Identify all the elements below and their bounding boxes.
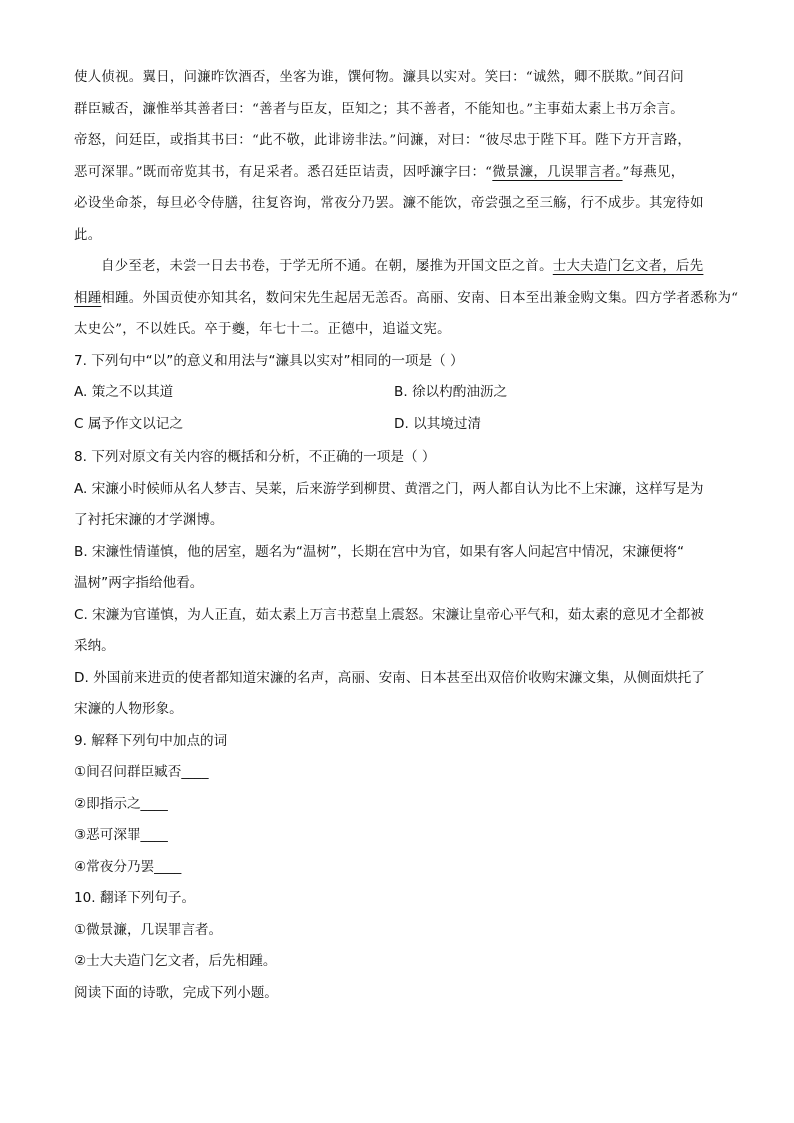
passage-line [74, 251, 722, 283]
option-a: A. 策之不以其道 [74, 384, 174, 400]
passage-line: 必设坐命茶，每旦必令侍膳，往复咨询，常夜分乃罢。濂不能饮，帝尝强之至三觞，行不成步。其宠待如 [74, 196, 704, 211]
question-8 [74, 442, 722, 726]
question-7 [74, 346, 722, 441]
blank-item: ③恶可深罪____ [74, 827, 168, 843]
question-10 [74, 883, 722, 978]
option-c-cont: 采纳。 [74, 638, 115, 654]
option-c: C 属予作文以记之 [74, 415, 183, 432]
passage-line: 太史公”，不以姓氏。卒于夔，年七十二。正德中，追谥文宪。 [74, 322, 451, 337]
passage-line: 帝怒，问廷臣，或指其书曰：“此不敬，此诽谤非法。”问濂，对曰：“彼尽忠于陛下耳。陛下方开言路， [74, 133, 692, 148]
passage-line [74, 157, 722, 189]
passage-text: 相踵。外国贡使亦知其名，数问宋先生起居无恙否。高丽、安南、日本至出兼金购文集。四方学者悉称为“ [101, 290, 739, 306]
option-b: B. 宋濂性情谨慎，他的居室，题名为“温树”，长期在宫中为官，如果有客人问起宫中情况，宋濂便将“ [74, 543, 685, 560]
question-stem: 10. 翻译下列句子。 [74, 890, 196, 906]
option-a: A. 宋濂小时候师从名人梦吉、吴莱，后来游学到柳贯、黄溍之门，两人都自认为比不上宋濂，这样写是为 [74, 480, 704, 497]
passage-line: 使人侦视。翼日，问濂昨饮酒否，坐客为谁，馔何物。濂具以实对。笑曰：“诚然，卿不朕欺。”间召问 [74, 70, 684, 85]
passage-line: 此。 [74, 227, 102, 243]
option-b: B. 徐以杓酌油沥之 [394, 384, 508, 400]
option-d-cont: 宋濂的人物形象。 [74, 701, 183, 717]
option-d: D. 以其境过清 [394, 415, 482, 432]
option-c: C. 宋濂为官谨慎，为人正直，茹太素上万言书惹皇上震怒。宋濂让皇帝心平气和，茹太素的意见才全都被 [74, 606, 704, 623]
question-stem: 9. 解释下列句中加点的词 [74, 732, 228, 749]
blank-item: ②即指示之____ [74, 795, 168, 812]
underlined-sentence: 相踵 [74, 290, 102, 306]
underlined-sentence: 微景濂，几误罪言者。 [492, 164, 623, 180]
option-row [74, 377, 722, 409]
next-section-intro: 阅读下面的诗歌，完成下列小题。 [74, 984, 278, 1001]
passage-text: ”每燕见， [622, 164, 685, 180]
option-b-cont: 温树”两字指给他看。 [74, 575, 204, 591]
blank-item: ④常夜分乃罢____ [74, 858, 182, 875]
passage-line [74, 283, 739, 315]
option-d: D. 外国前来进贡的使者都知道宋濂的名声，高丽、安南、日本甚至出双倍价收购宋濂文集，从侧面烘托了 [74, 669, 705, 686]
translate-item: ②士大夫造门乞文者，后先相踵。 [74, 953, 277, 969]
question-9 [74, 726, 722, 884]
translate-item: ①微景濂，几误罪言者。 [74, 921, 223, 938]
passage-text: 恶可深罪。”既而帝览其书，有足采者。悉召廷臣诘责，因呼濂字曰：“ [74, 164, 493, 180]
exam-page [74, 62, 739, 1009]
blank-item: ①间召问群臣臧否____ [74, 764, 209, 780]
underlined-sentence: 士大夫造门乞文者，后先 [552, 259, 704, 274]
classical-passage [74, 62, 739, 346]
question-stem: 7. 下列句中“以”的意义和用法与“濂具以实对”相同的一项是（ ） [74, 352, 464, 369]
question-stem: 8. 下列对原文有关内容的概括和分析，不正确的一项是（ ） [74, 449, 436, 465]
passage-text: 自少至老，未尝一日去书卷，于学无所不通。在朝，屡推为开国文臣之首。 [101, 259, 553, 274]
option-row [74, 409, 722, 441]
option-a-cont: 了衬托宋濂的才学渊博。 [74, 512, 224, 528]
passage-line: 群臣臧否，濂惟举其善者曰：“善者与臣友，臣知之；其不善者，不能知也。”主事茹太素上书万余言。 [74, 101, 684, 117]
